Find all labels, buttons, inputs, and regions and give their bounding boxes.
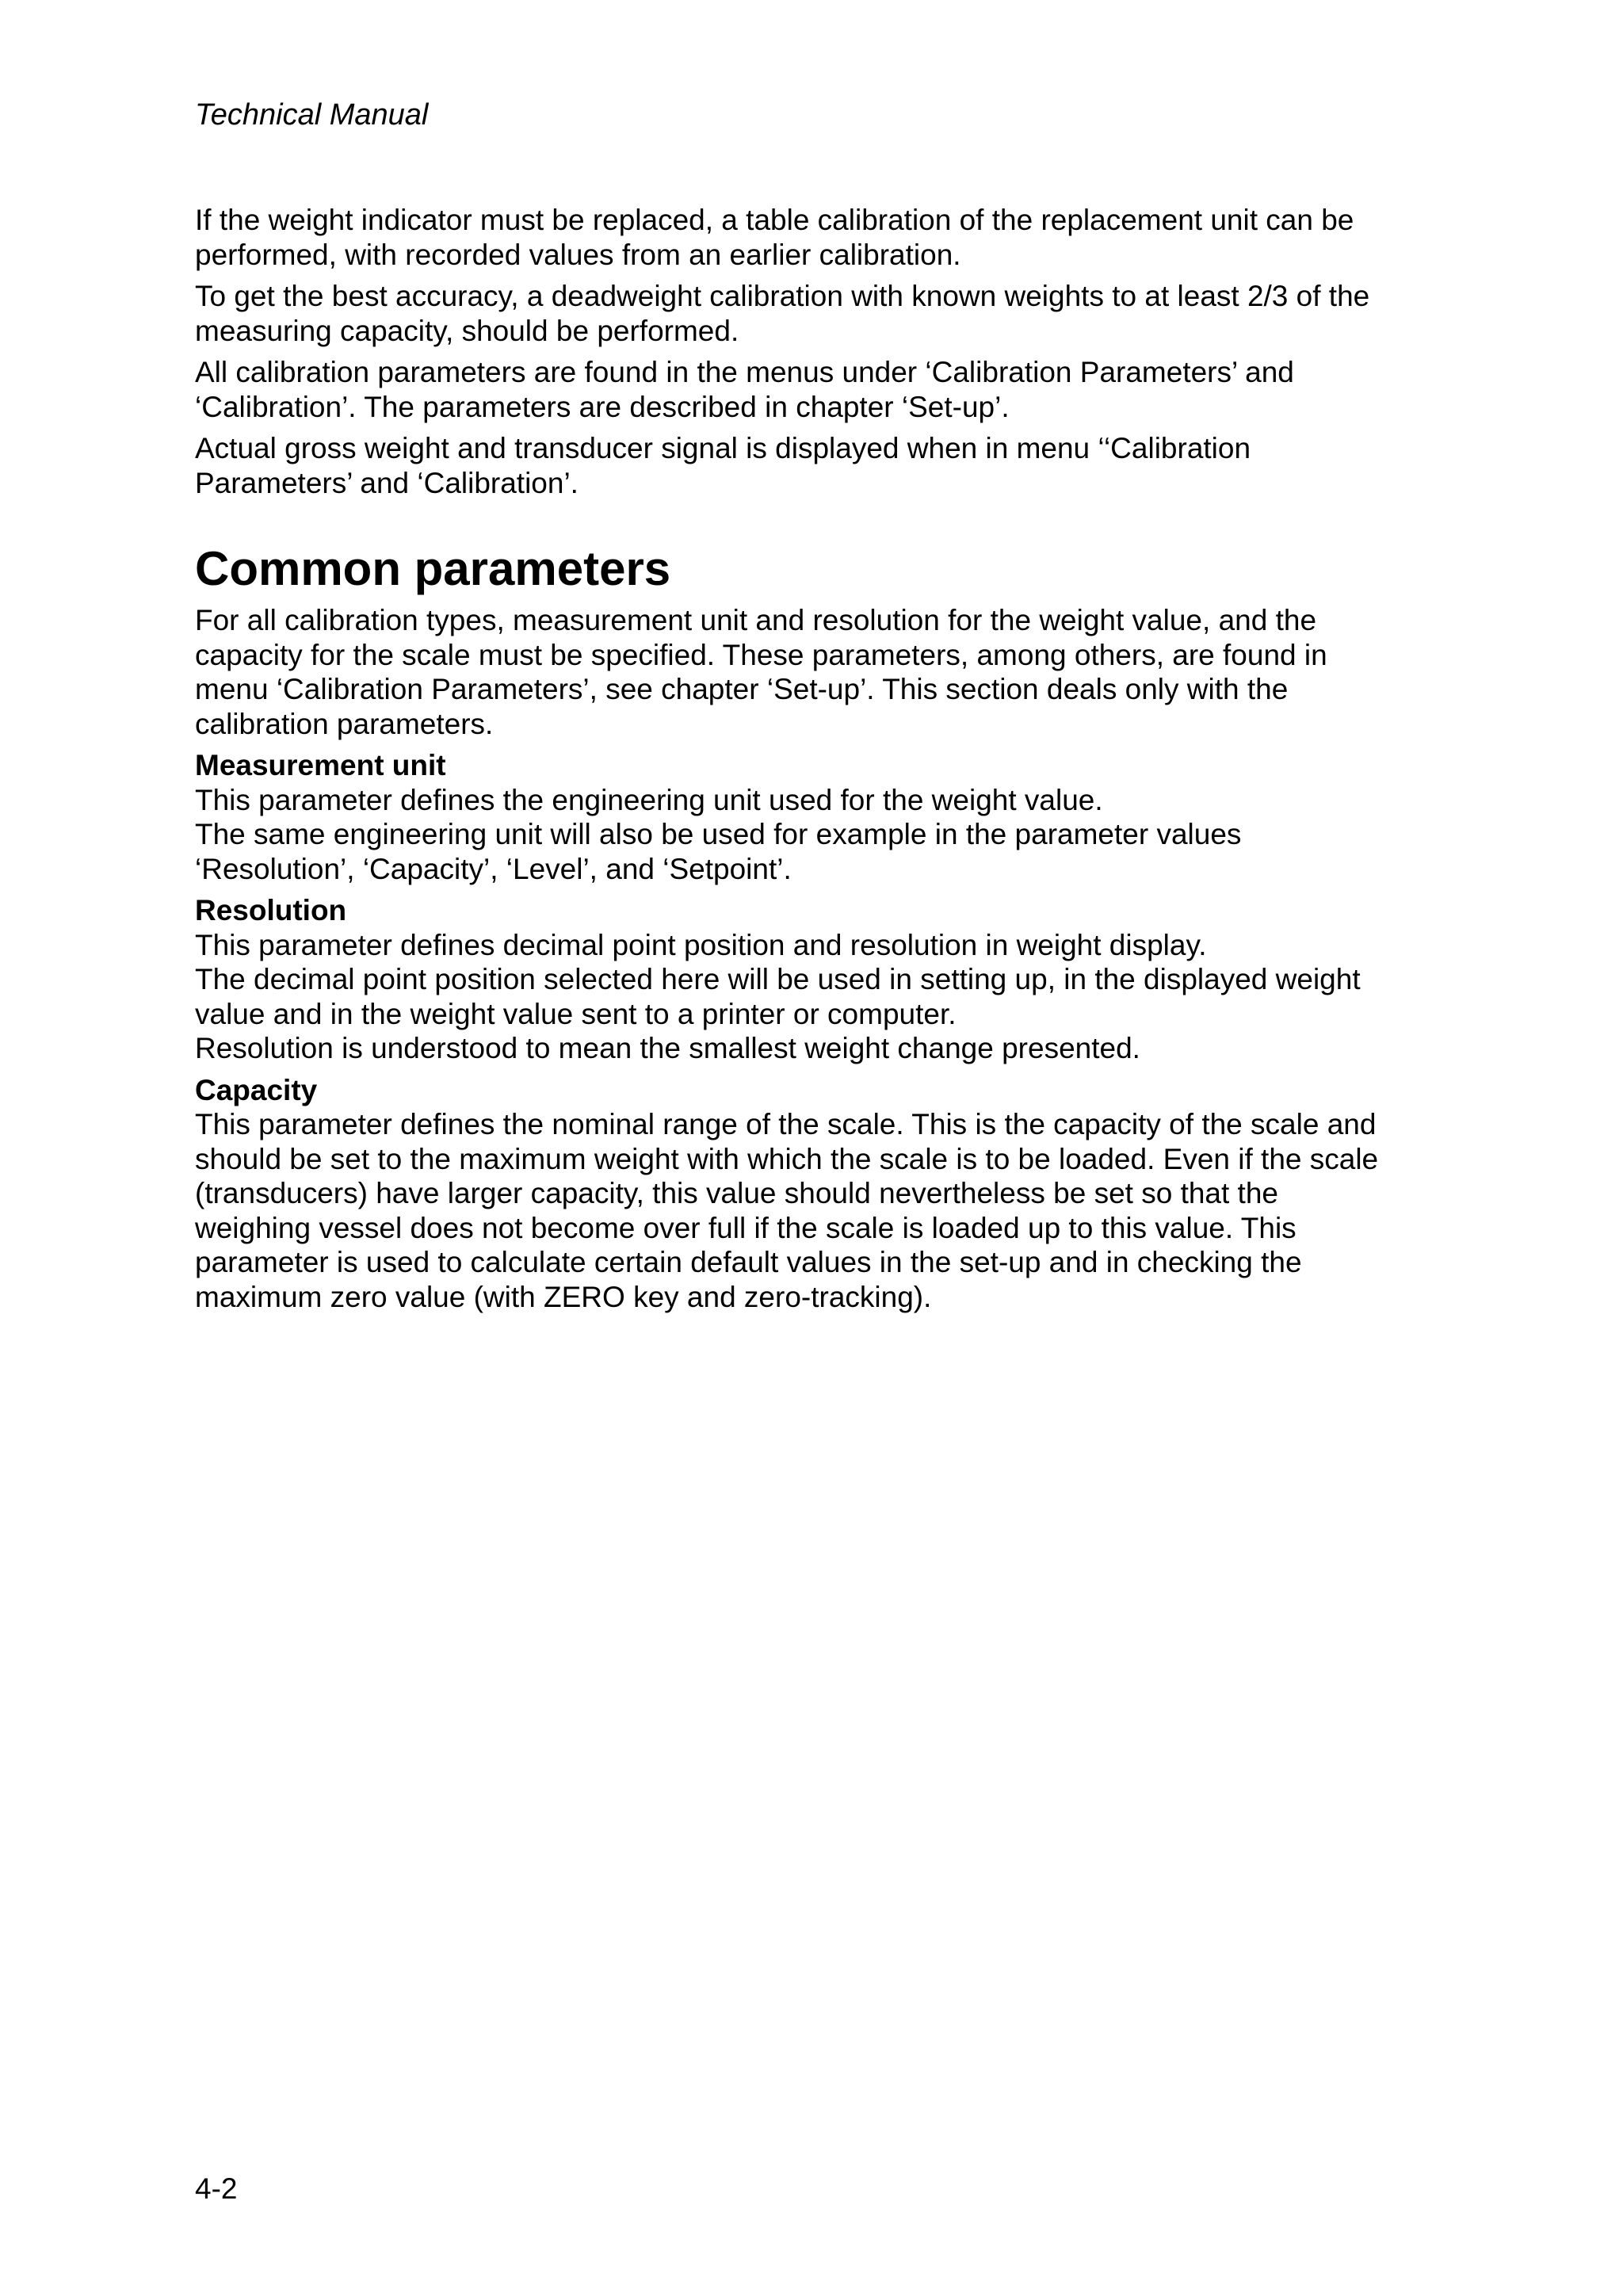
intro-paragraph: Actual gross weight and transducer signal is displayed when in menu ‘‘Calibration Parameters’ and ‘Calibration’.: [195, 432, 1251, 499]
param-capacity: [195, 1073, 1400, 1315]
param-heading: Measurement unit: [195, 749, 446, 781]
param-resolution: [195, 893, 1400, 1066]
intro-section: [195, 203, 1400, 500]
page-body: [195, 203, 1400, 1321]
intro-paragraph: To get the best accuracy, a deadweight calibration with known weights to at least 2/3 of the measuring capacity, should be performed.: [195, 280, 1370, 347]
intro-paragraph: If the weight indicator must be replaced, a table calibration of the replacement unit can be performed, with recorded values from an earlier calibration.: [195, 204, 1354, 271]
param-text: The same engineering unit will also be used for example in the parameter values ‘Resolution’, ‘Capacity’, ‘Level’, and ‘Setpoint’.: [195, 818, 1242, 885]
param-text: This parameter defines decimal point position and resolution in weight display.: [195, 928, 1207, 961]
param-text: This parameter defines the engineering unit used for the weight value.: [195, 783, 1103, 816]
param-text: The decimal point position selected here will be used in setting up, in the displayed weight value and in the weight value sent to a printer or computer.: [195, 963, 1361, 1030]
intro-paragraph: All calibration parameters are found in the menus under ‘Calibration Parameters’ and ‘Calibration’. The parameters are described in chapter ‘Set-up’.: [195, 356, 1294, 423]
running-header: Technical Manual: [195, 98, 429, 132]
page-number: 4-2: [195, 2172, 238, 2205]
param-measurement-unit: [195, 748, 1400, 886]
param-text: Resolution is understood to mean the smallest weight change presented.: [195, 1032, 1140, 1064]
section-intro: For all calibration types, measurement unit and resolution for the weight value, and the capacity for the scale must be specified. These parameters, among others, are found in menu ‘Calibration Parameters’, see chapter ‘Set-up’. This section deals only with the calibration parameters.: [195, 604, 1327, 740]
section-title: Common parameters: [195, 542, 671, 595]
param-heading: Resolution: [195, 894, 347, 926]
param-text: This parameter defines the nominal range of the scale. This is the capacity of the scale and should be set to the maximum weight with which the scale is to be loaded. Even if the scale (transducers) have larger capacity, this value should nevertheless be set so that the weighing vessel does not become over full if the scale is loaded up to this value. This parameter is used to calculate certain default values in the set-up and in checking the maximum zero value (with ZERO key and zero-tracking).: [195, 1108, 1379, 1313]
param-heading: Capacity: [195, 1073, 318, 1106]
